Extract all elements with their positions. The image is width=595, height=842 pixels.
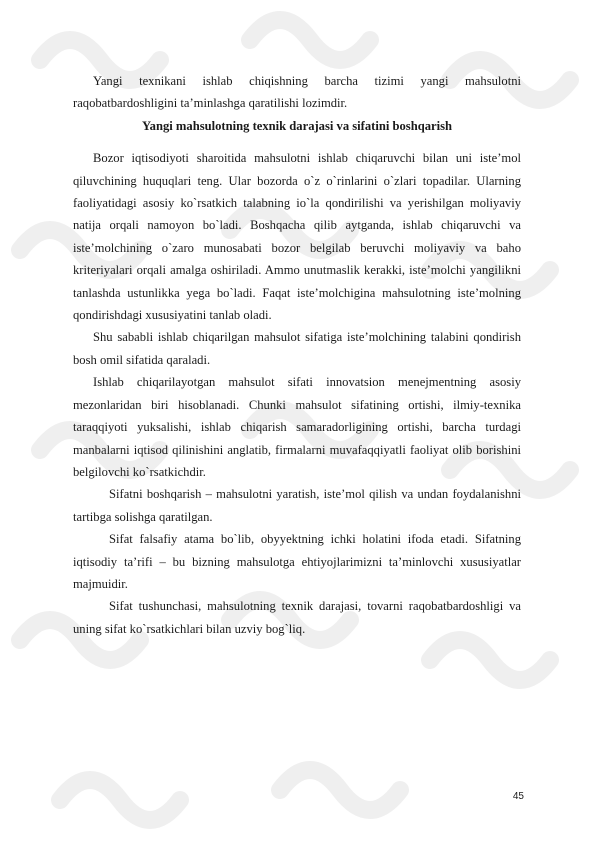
section-heading: Yangi mahsulotning texnik darajasi va sifatini boshqarish	[141, 118, 453, 133]
paragraph-5: Sifat falsafiy atama bo`lib, obyyektning ichki holatini ifoda etadi. Sifatning iqtisodiy ta’rifi – bu bizning mahsulotga ehtiyojlarimizni ta’minlovchi xususiyatlar majmuidir.	[73, 532, 521, 591]
intro-paragraph: Yangi texnikani ishlab chiqishning barcha tizimi yangi mahsulotni raqobatbardoshligini ta’minlashga qaratilishi lozimdir.	[73, 74, 521, 111]
page-number: 45	[512, 791, 524, 802]
paragraph-6: Sifat tushunchasi, mahsulotning texnik darajasi, tovarni raqobatbardoshligi va uning sifat ko`rsatkichlari bilan uzviy bog`liq.	[73, 599, 521, 636]
paragraph-3: Ishlab chiqarilayotgan mahsulot sifati innovatsion menejmentning asosiy mezonlaridan biri hisoblanadi. Chunki mahsulot sifatining ortishi, ilmiy-texnika taraqqiyoti yuksalishi, ishlab chiqarish samaradorligining ortishi, barcha turdagi manbalarni iqtisod qilinishini anglatib, firmalarni muvafaqqiyatli faoliyat olib borishini belgilovchi ko`rsatkichdir.	[73, 375, 521, 479]
paragraph-1: Bozor iqtisodiyoti sharoitida mahsulotni ishlab chiqaruvchi bilan uni iste’mol qiluvchining huquqlari teng. Ular bozorda o`z o`rinlarini o`zlari topadilar. Ularning faoliyatidagi asosiy ko`rsatkich talabning io`la qondirilishi va yerishilgan moliyaviy natija orqali namoyon bo`ladi. Boshqacha qilib aytganda, ishlab chiqaruvchi va iste’molchining o`zaro munosabati bozor belgilab beruvchi moliyaviy va baho kriteriyalari orqali amalga oshiriladi. Ammo unutmaslik kerakki, iste’molchi yangilikni tanlashda ustunlikka yega bo`ladi. Faqat iste’molchigina mahsulotning iste’molning qondirishdagi xususiyatini tanlab oladi.	[73, 151, 521, 323]
paragraph-4: Sifatni boshqarish – mahsulotni yaratish, iste’mol qilish va undan foydalanishni tartibga solishga qaratilgan.	[73, 487, 521, 524]
document-page	[73, 70, 521, 640]
paragraph-2: Shu sababli ishlab chiqarilgan mahsulot sifatiga iste’molchining talabini qondirish bosh omil sifatida qaraladi.	[73, 330, 521, 367]
